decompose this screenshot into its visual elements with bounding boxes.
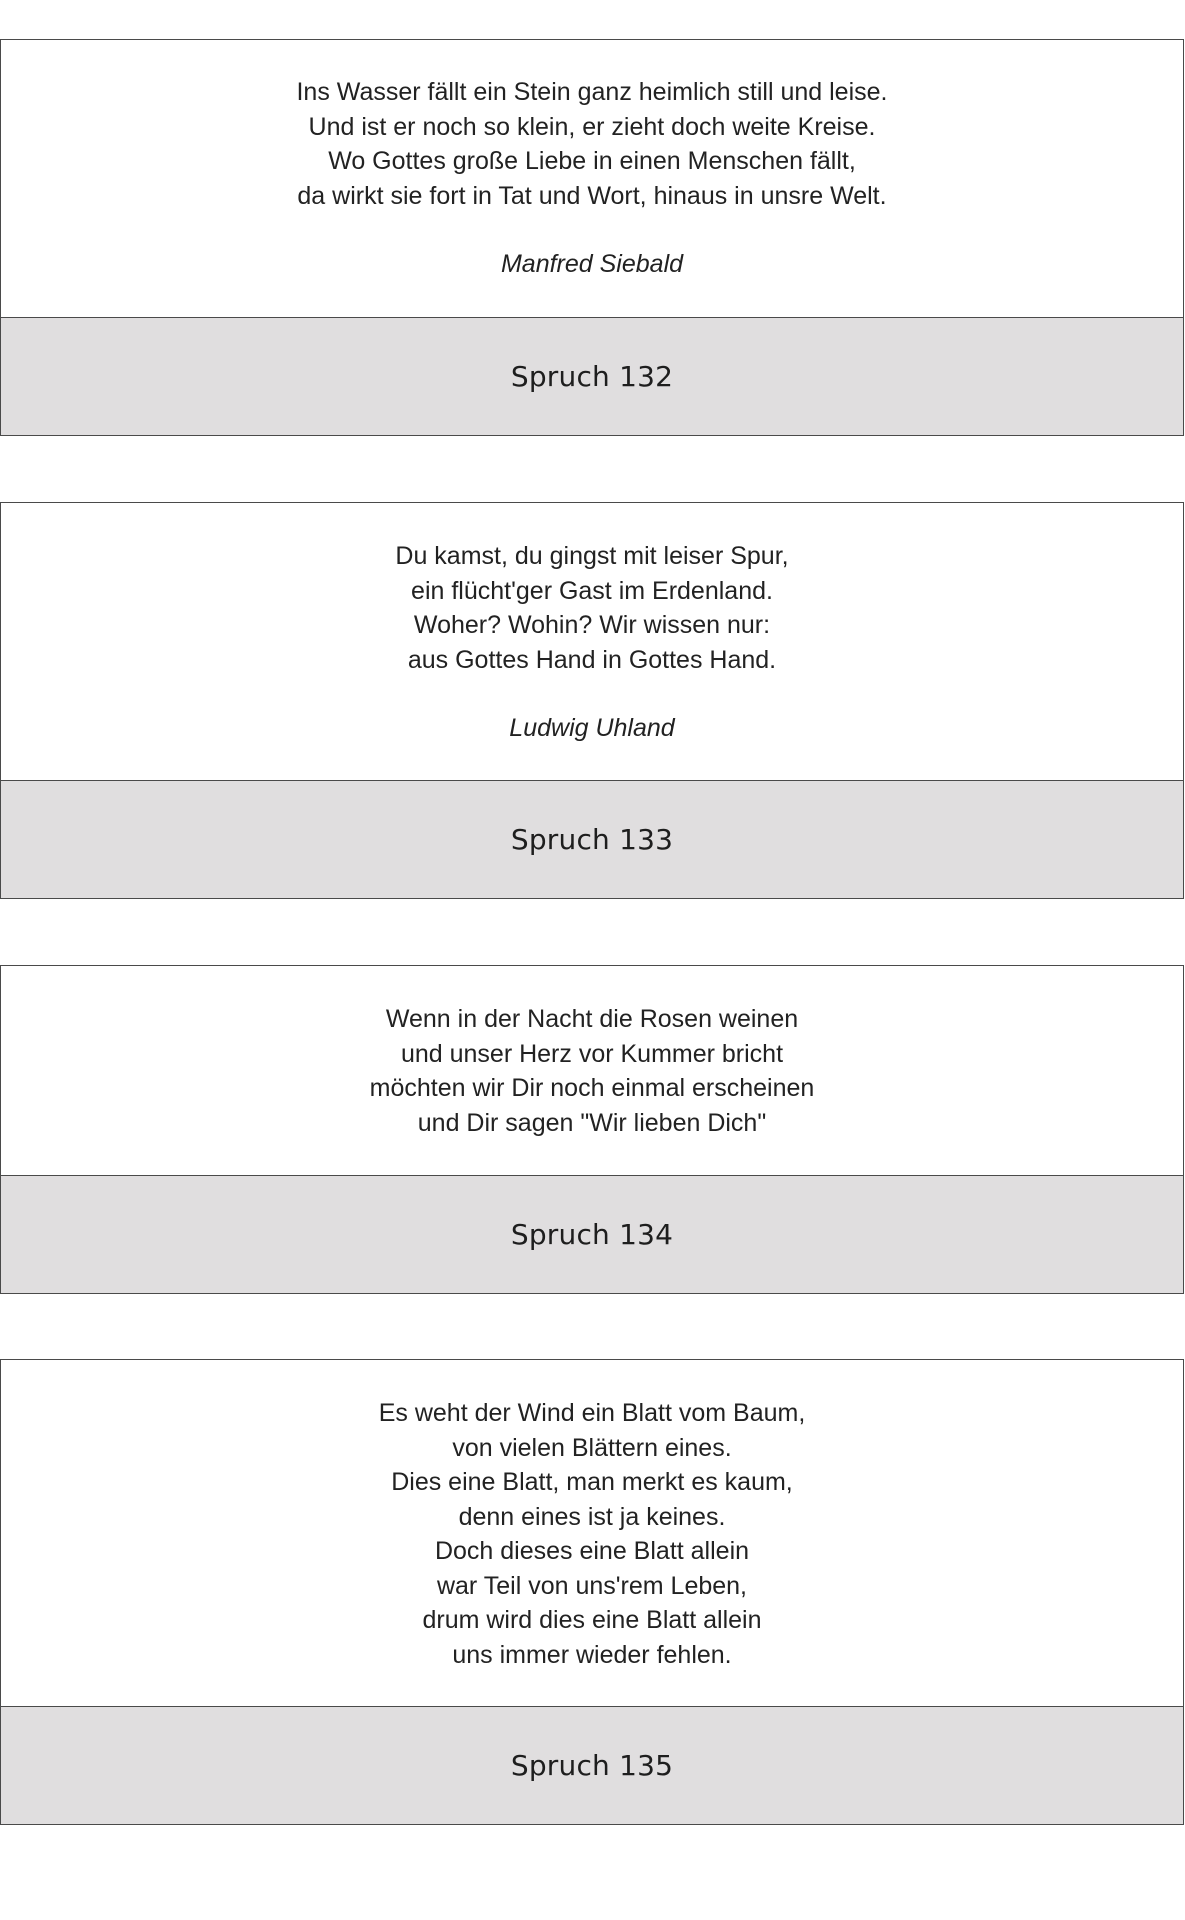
verse-line: ein flücht'ger Gast im Erdenland.: [411, 576, 773, 605]
verse-line: und Dir sagen "Wir lieben Dich": [417, 1108, 767, 1137]
spruch-card-135: [0, 1359, 1184, 1825]
spruch-card-133: [0, 502, 1184, 899]
verse-line: Und ist er noch so klein, er zieht doch weite Kreise.: [308, 112, 876, 141]
verse-line: war Teil von uns'rem Leben,: [436, 1571, 748, 1600]
label-panel: [1, 1176, 1183, 1293]
verse-line: Dies eine Blatt, man merkt es kaum,: [391, 1468, 793, 1496]
verse-line: und unser Herz vor Kummer bricht: [400, 1039, 784, 1068]
verse-panel: [1, 966, 1183, 1176]
verse-line: Woher? Wohin? Wir wissen nur:: [413, 611, 771, 639]
spruch-card-134: [0, 965, 1184, 1294]
verse-panel: [1, 503, 1183, 781]
verse-line: aus Gottes Hand in Gottes Hand.: [407, 645, 777, 674]
spruch-number-label: Spruch 133: [510, 823, 674, 856]
verse-line: Es weht der Wind ein Blatt vom Baum,: [378, 1399, 806, 1427]
spruch-number-label: Spruch 135: [510, 1749, 674, 1782]
verse-line: drum wird dies eine Blatt allein: [422, 1606, 762, 1634]
label-panel: [1, 1707, 1183, 1824]
verse-line: Doch dieses eine Blatt allein: [434, 1537, 750, 1565]
verse-line: uns immer wieder fehlen.: [452, 1640, 732, 1669]
verse-line: Du kamst, du gingst mit leiser Spur,: [395, 542, 789, 570]
verse-author: Manfred Siebald: [500, 250, 684, 278]
spruch-card-132: [0, 39, 1184, 436]
label-panel: [1, 318, 1183, 435]
verse-line: denn eines ist ja keines.: [458, 1502, 726, 1531]
verse-line: möchten wir Dir noch einmal erscheinen: [369, 1074, 815, 1102]
verse-author: Ludwig Uhland: [509, 714, 675, 742]
verse-panel: [1, 40, 1183, 318]
label-panel: [1, 781, 1183, 898]
spruch-number-label: Spruch 134: [510, 1218, 674, 1251]
verse-line: Ins Wasser fällt ein Stein ganz heimlich still und leise.: [296, 78, 888, 106]
verse-line: Wenn in der Nacht die Rosen weinen: [385, 1005, 799, 1033]
verse-line: Wo Gottes große Liebe in einen Menschen fällt,: [328, 147, 856, 175]
verse-line: von vielen Blättern eines.: [452, 1433, 732, 1462]
verse-panel: [1, 1360, 1183, 1707]
verse-line: da wirkt sie fort in Tat und Wort, hinaus in unsre Welt.: [297, 181, 887, 210]
spruch-number-label: Spruch 132: [510, 360, 674, 393]
